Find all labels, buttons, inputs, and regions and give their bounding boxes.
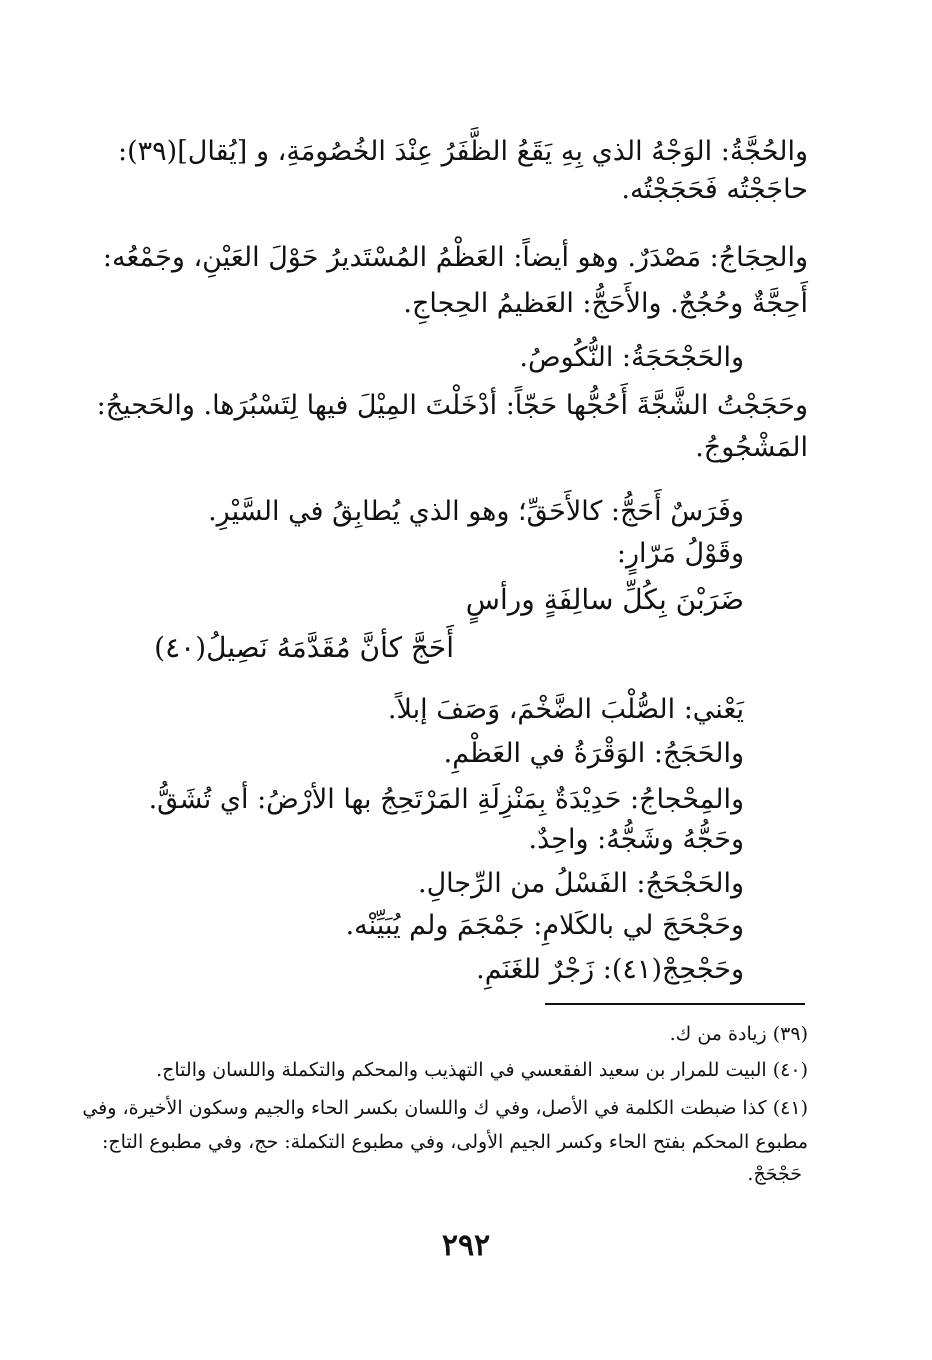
footnote-40: (٤٠) البيت للمرار بن سعيد الفقعسي في التهذيب والمحكم والتكملة واللسان والتاج. [156,1059,808,1081]
verse-line-1: ضَرَبْنَ بِكُلِّ سالِفَةٍ ورأسٍ [465,583,744,616]
page-number: ٢٩٢ [441,1228,491,1263]
text-line-14: والحَجْحَجُ: الفَسْلُ من الرِّجالِ. [417,868,744,899]
text-line-3: والحِجَاجُ: مَصْدَرٌ. وهو أيضاً: العَظْمُ المُسْتَديرُ حَوْلَ العَيْنِ، وجَمْعُه: [102,242,808,273]
text-line-11: والحَجَجُ: الوَقْرَةُ في العَظْمِ. [443,738,744,769]
text-line-5: والحَجْحَجَةُ: النُّكُوصُ. [519,342,744,373]
text-line-16: وحَجْحِجْ(٤١): زَجْرٌ للغَنَمِ. [476,954,744,985]
text-line-15: وحَجْحَجَ لي بالكَلامِ: جَمْجَمَ ولم يُبَيِّنْه. [345,910,744,941]
text-line-8: وفَرَسٌ أَحَجُّ: كالأَحَقِّ؛ وهو الذي يُطابِقُ في السَّيْرِ. [208,496,744,527]
text-line-13: وحَجُّهُ وشَجُّهُ: واحِدٌ. [528,824,744,855]
text-line-1: والحُجَّةُ: الوَجْهُ الذي بِهِ يَقَعُ الظَّفَرُ عِنْدَ الخُصُومَةِ، و [يُقال](٣٩): [118,136,808,167]
text-line-9: وقَوْلُ مَرّارٍ: [616,538,744,569]
text-line-7: المَشْجُوجُ. [695,432,808,463]
text-line-12: والمِحْجاجُ: حَدِيْدَةٌ بِمَنْزِلَةِ المَرْتَحِجُ بها الأرْضُ: أي تُشَقُّ. [148,784,744,815]
footnote-41-line-3: حَجْحَجْ. [747,1163,802,1185]
verse-line-2: أَحَجَّ كأنَّ مُقَدَّمَهُ نَصِيلُ(٤٠) [154,631,454,664]
text-line-6: وحَجَجْتُ الشَّجَّةَ أَحُجُّها حَجّاً: أدْخَلْتَ المِيْلَ فيها لِتَسْبُرَها. والحَجيجُ: [96,390,808,421]
text-line-10: يَعْني: الصُّلْبَ الضَّخْمَ، وَصَفَ إبلاً. [387,694,744,725]
text-line-2: حاجَجْتُه فَحَجَجْتُه. [621,174,808,205]
text-line-4: أَحِجَّةٌ وحُجُجٌ. والأَحَجُّ: العَظيمُ الحِجاجِ. [403,288,808,319]
footnote-41-line-1: (٤١) كذا ضبطت الكلمة في الأصل، وفي ك واللسان بكسر الحاء والجيم وسكون الأخيرة، وفي [82,1097,808,1119]
footnote-41-line-2: مطبوع المحكم بفتح الحاء وكسر الجيم الأولى، وفي مطبوع التكملة: حج، وفي مطبوع التاج: [101,1131,808,1153]
footnote-39: (٣٩) زيادة من ك. [669,1023,808,1045]
footnote-divider [545,1003,805,1005]
